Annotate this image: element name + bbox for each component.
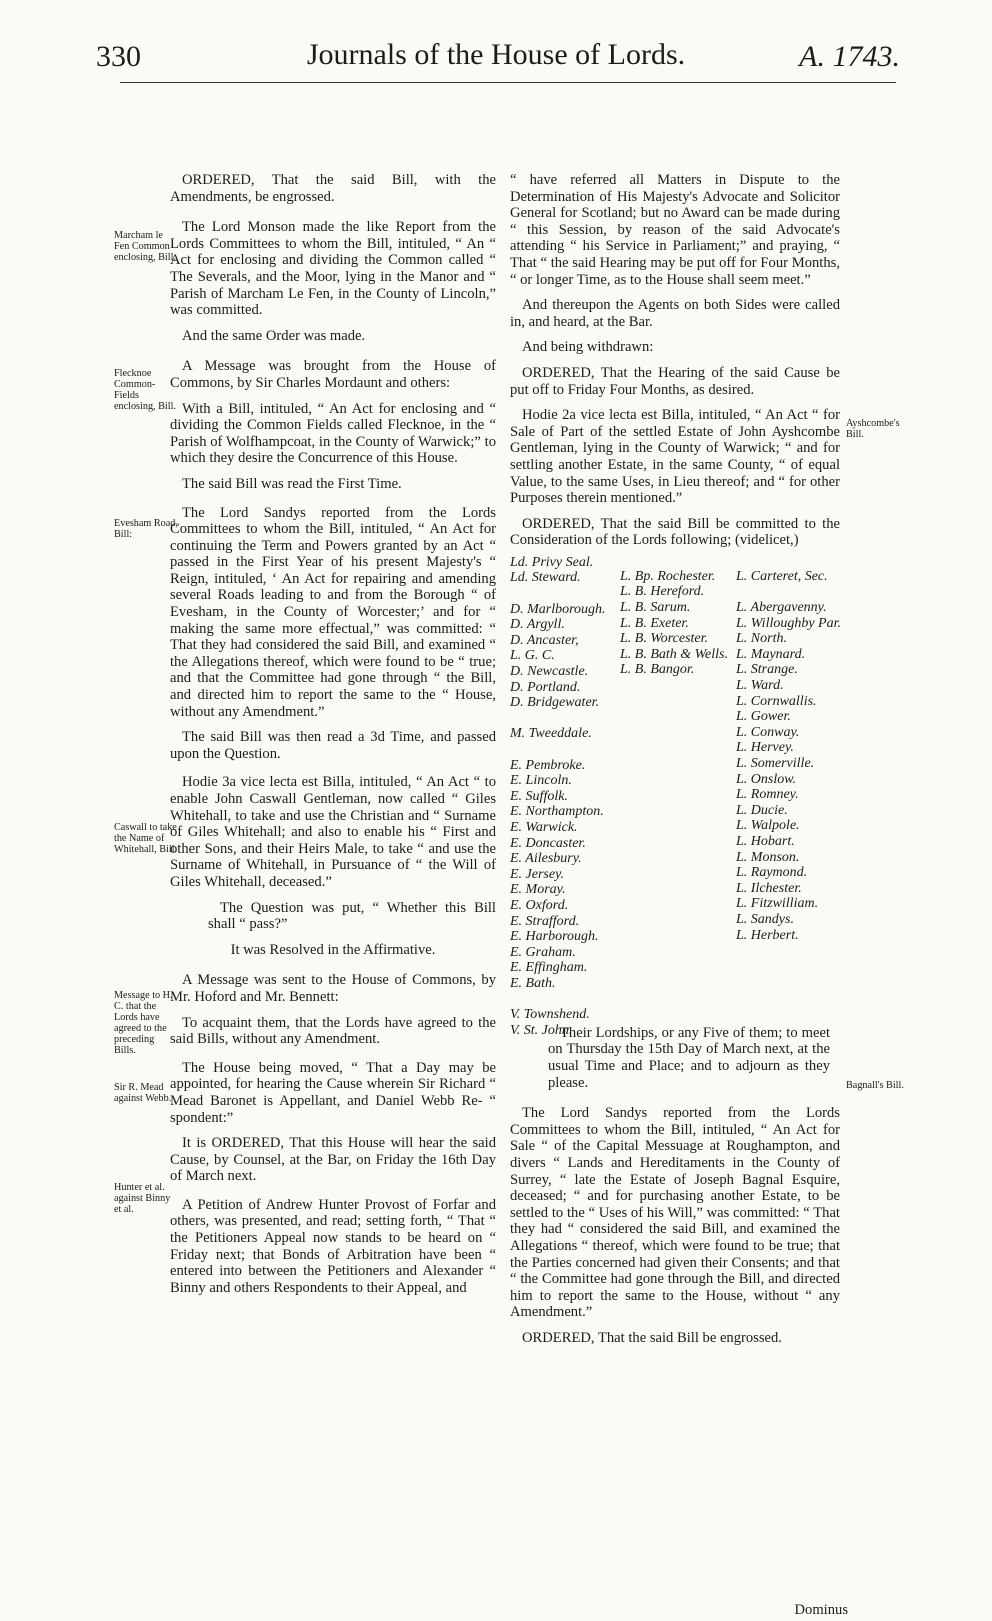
paragraph: To acquaint them, that the Lords have agreed to the said Bills, without any Amendment. — [170, 1014, 496, 1048]
lord-entry: V. St. John. — [510, 1022, 573, 1038]
header-rule — [120, 82, 896, 83]
right-column — [510, 172, 840, 1356]
paragraph: And thereupon the Agents on both Sides were called in, and heard, at the Bar. — [510, 297, 840, 330]
lord-entry: L. North. — [736, 631, 787, 647]
paragraph: ORDERED, That the said Bill be committed to the Consideration of the Lords following; (videlicet,) — [510, 515, 840, 549]
paragraph: Hodie 2a vice lecta est Billa, intituled, “ An Act “ for Sale of Part of the settled Estate of John Ayshcombe Gentleman, lying in the County of Warwick; “ and for settling another Estate, in the same County, “ of equal Value, to the same Uses, in Lieu thereof; and “ for other Purposes therein mentioned.” — [510, 407, 840, 507]
lords-column-3 — [736, 569, 841, 943]
lord-entry: E. Doncaster. — [510, 835, 586, 851]
lord-entry: E. Strafford. — [510, 913, 580, 929]
lord-entry: E. Harborough. — [510, 929, 599, 945]
lord-entry: E. Graham. — [510, 944, 576, 960]
lord-entry: L. Conway. — [736, 724, 800, 740]
lord-entry: L. Walpole. — [736, 818, 800, 834]
lord-entry: D. Newcastle. — [510, 664, 589, 680]
lord-entry: Ld. Steward. — [510, 570, 581, 586]
lord-entry: L. Onslow. — [736, 771, 797, 787]
lord-entry: L. Abergavenny. — [736, 600, 827, 616]
lord-entry: E. Warwick. — [510, 819, 578, 835]
lord-entry — [510, 711, 606, 727]
margin-note-message: Message to H. C. that the Lords have agreed to the preceding Bills. — [114, 990, 173, 1056]
lord-entry: D. Argyll. — [510, 617, 565, 633]
lord-entry: Ld. Privy Seal. — [510, 554, 594, 570]
lord-entry: L. B. Sarum. — [620, 600, 691, 616]
lord-entry: D. Portland. — [510, 679, 581, 695]
paragraph: The Lord Sandys reported from the Lords Committees to whom the Bill, intituled, “ An Act for Sale “ of the Capital Messuage at Roughampton, and divers “ Lands and Hereditaments in the County of Surrey, “ late the Estate of Joseph Bagnal Esquire, deceased; “ and for purchasing another Estate, to be settled to the “ Uses of his Will,” was committed: “ That they had “ considered the said Bill, and examined the Allegations “ thereof, which were found to be true; that the Parties concerned had given their Consents; and that “ the Committee had gone through the Bill, and directed him to report the same to the House, without “ any Amendment.” — [510, 1105, 840, 1321]
catchword: Dominus — [794, 1602, 848, 1618]
lord-entry: E. Moray. — [510, 882, 566, 898]
lord-entry: L. Carteret, Sec. — [736, 568, 828, 584]
margin-note-bagnall: Bagnall's Bill. — [846, 1080, 904, 1091]
lord-entry: L. Hervey. — [736, 740, 794, 756]
lord-entry: L. B. Worcester. — [620, 631, 709, 647]
margin-note-flecknoe: Flecknoe Common-Fields enclosing, Bill. — [114, 368, 176, 412]
paragraph: It is ORDERED, That this House will hear the said Cause, by Counsel, at the Bar, on Friday the 16th Day of March next. — [170, 1135, 496, 1185]
lords-committee-list — [510, 554, 850, 1038]
paragraph: And the same Order was made. — [182, 327, 366, 344]
paragraph: A Message was sent to the House of Commons, by Mr. Hoford and Mr. Bennett: — [170, 972, 496, 1005]
margin-note-marcham: Marcham le Fen Common enclosing, Bill. — [114, 230, 176, 263]
lord-entry: D. Bridgewater. — [510, 695, 600, 711]
lord-entry: D. Ancaster, — [510, 632, 579, 648]
paragraph: ORDERED, That the said Bill be engrossed. — [522, 1329, 782, 1346]
paragraph: With a Bill, intituled, “ An Act for enclosing and “ dividing the Common Fields called Flecknoe, in the “ Parish of Wolfhampcoat, in the County of Warwick;” to which they desire the Concurrence of this House. — [170, 400, 496, 467]
lord-entry: E. Lincoln. — [510, 773, 572, 789]
lord-entry: E. Jersey. — [510, 866, 565, 882]
paragraph: The Question was put, “ Whether this Bill shall “ pass?” — [208, 899, 496, 933]
paragraph: ORDERED, That the said Bill, with the Amendments, be engrossed. — [170, 172, 496, 205]
lord-entry: L. G. C. — [510, 648, 555, 664]
lord-entry: L. B. Bangor. — [620, 662, 695, 678]
paragraph: Hodie 3a vice lecta est Billa, intituled, “ An Act “ to enable John Caswall Gentleman, now called “ Giles Whitehall, to take and use the Christian and “ Surname of Giles Whitehall; and also to enable his “ First and other Sons, and their Heirs Male, to take “ and use the Surname of Whitehall, in Pursuance of “ the Will of Giles Whitehall, deceased.” — [170, 774, 496, 890]
margin-note-mead: Sir R. Mead against Webb. — [114, 1082, 172, 1104]
lord-entry — [510, 992, 606, 1008]
lord-entry: L. Ward. — [736, 678, 784, 694]
margin-note-ayshcombe: Ayshcombe's Bill. — [846, 418, 900, 440]
lord-entry: L. Bp. Rochester. — [620, 568, 716, 584]
lord-entry: L. Ducie. — [736, 802, 788, 818]
lord-entry: L. Cornwallis. — [736, 693, 817, 709]
lord-entry — [510, 586, 606, 602]
lord-entry: E. Northampton. — [510, 804, 604, 820]
lord-entry: E. Pembroke. — [510, 757, 586, 773]
lord-entry: L. Maynard. — [736, 646, 806, 662]
paragraph: A Petition of Andrew Hunter Provost of Forfar and others, was presented, and read; setting forth, “ That “ the Petitioners Appeal now stands to be heard on “ Friday next; that Bonds of Arbitration have been “ entered into between the Petitioners and Alexander “ Binny and others Respondents to their Appeal, and — [170, 1196, 496, 1296]
lord-entry: V. Townshend. — [510, 1007, 590, 1023]
lord-entry: M. Tweeddale. — [510, 726, 592, 742]
lord-entry: L. Herbert. — [736, 927, 799, 943]
lord-entry: L. Somerville. — [736, 756, 815, 771]
paragraph: And being withdrawn: — [522, 339, 654, 356]
paragraph: The Lord Sandys reported from the Lords Committees to whom the Bill, intituled, “ An Act for continuing the Term and Powers granted by an Act “ passed in the First Year of his present Majesty's “ Reign, intituled, ‘ An Act for repairing and amending several Roads leading to and from the Borough “ of Evesham, in the County of Worcester;’ and for “ making the same more effectual,” was committed: “ That they had considered the said Bill, and examined “ the Allegations thereof, which were found to be “ true; and that the Committee had gone through “ the Bill, and directed him to report the same to the “ House, without any Amendment.” — [170, 504, 496, 720]
lord-entry: L. Willoughby Par. — [736, 615, 842, 631]
paragraph: It was Resolved in the Affirmative. — [230, 941, 436, 958]
lord-entry: L. Ilchester. — [736, 880, 802, 896]
lord-entry: E. Effingham. — [510, 960, 588, 976]
lord-entry: E. Ailesbury. — [510, 851, 582, 867]
lord-entry: L. Hobart. — [736, 833, 795, 849]
lord-entry: L. Raymond. — [736, 865, 808, 881]
paragraph: The said Bill was then read a 3d Time, and passed upon the Question. — [170, 729, 496, 762]
margin-note-caswall: Caswall to take the Name of Whitehall, Bill: — [114, 822, 178, 855]
lord-entry: L. Fitzwilliam. — [736, 896, 819, 912]
paragraph: The Lord Monson made the like Report from the Lords Committees to whom the Bill, intituled, “ An “ Act for enclosing and dividing the Common called “ The Severals, and the Moor, lying in the Manor and “ Parish of Marcham Le Fen, in the County of Lincoln,” was committed. — [170, 219, 496, 319]
lord-entry: E. Oxford. — [510, 897, 569, 913]
page-number: 330 — [96, 40, 141, 73]
margin-note-hunter: Hunter et al. against Binny et al. — [114, 1182, 171, 1215]
paragraph: ORDERED, That the Hearing of the said Cause be put off to Friday Four Months, as desired. — [510, 364, 840, 398]
lords-column-1 — [510, 555, 606, 1038]
lord-entry: L. B. Bath & Wells. — [620, 646, 728, 662]
lord-entry: L. Gower. — [736, 709, 791, 725]
lord-entry: L. Sandys. — [736, 911, 794, 927]
lord-entry: L. B. Hereford. — [620, 584, 705, 600]
margin-note-evesham: Evesham Road, Bill: — [114, 518, 178, 540]
paragraph: “ have referred all Matters in Dispute to the Determination of His Majesty's Advocate and Solicitor General for Scotland; but no Award can be made during “ this Session, by reason of the said Advocate's attending “ his Service in Parliament;” and praying, “ That “ the said Hearing may be put off for Four Months, “ or longer Time, as to the House shall seem meet.” — [510, 172, 840, 288]
lords-column-2 — [620, 569, 728, 678]
page-header — [0, 0, 992, 90]
lord-entry: E. Bath. — [510, 975, 556, 991]
lord-entry: L. Monson. — [736, 849, 800, 865]
paragraph: A Message was brought from the House of Commons, by Sir Charles Mordaunt and others: — [170, 358, 496, 391]
lord-entry: L. Strange. — [736, 662, 798, 678]
lord-entry: L. B. Exeter. — [620, 615, 689, 631]
left-column — [170, 172, 496, 1305]
lord-entry — [736, 584, 841, 600]
running-year: A. 1743. — [799, 40, 900, 73]
running-title: Journals of the House of Lords. — [306, 38, 686, 71]
lord-entry: E. Suffolk. — [510, 788, 568, 804]
lord-entry — [510, 742, 606, 758]
paragraph: The House being moved, “ That a Day may be appointed, for hearing the Cause wherein Sir Richard “ Mead Baronet is Appellant, and Daniel Webb Re- “ spondent:” — [170, 1059, 496, 1126]
paragraph: Their Lordships, or any Five of them; to meet on Thursday the 15th Day of March next, at the usual Time and Place; and to adjourn as they please. — [548, 1024, 830, 1091]
paragraph: The said Bill was read the First Time. — [182, 475, 402, 492]
lord-entry: D. Marlborough. — [510, 601, 606, 617]
lord-entry: L. Romney. — [736, 787, 799, 803]
